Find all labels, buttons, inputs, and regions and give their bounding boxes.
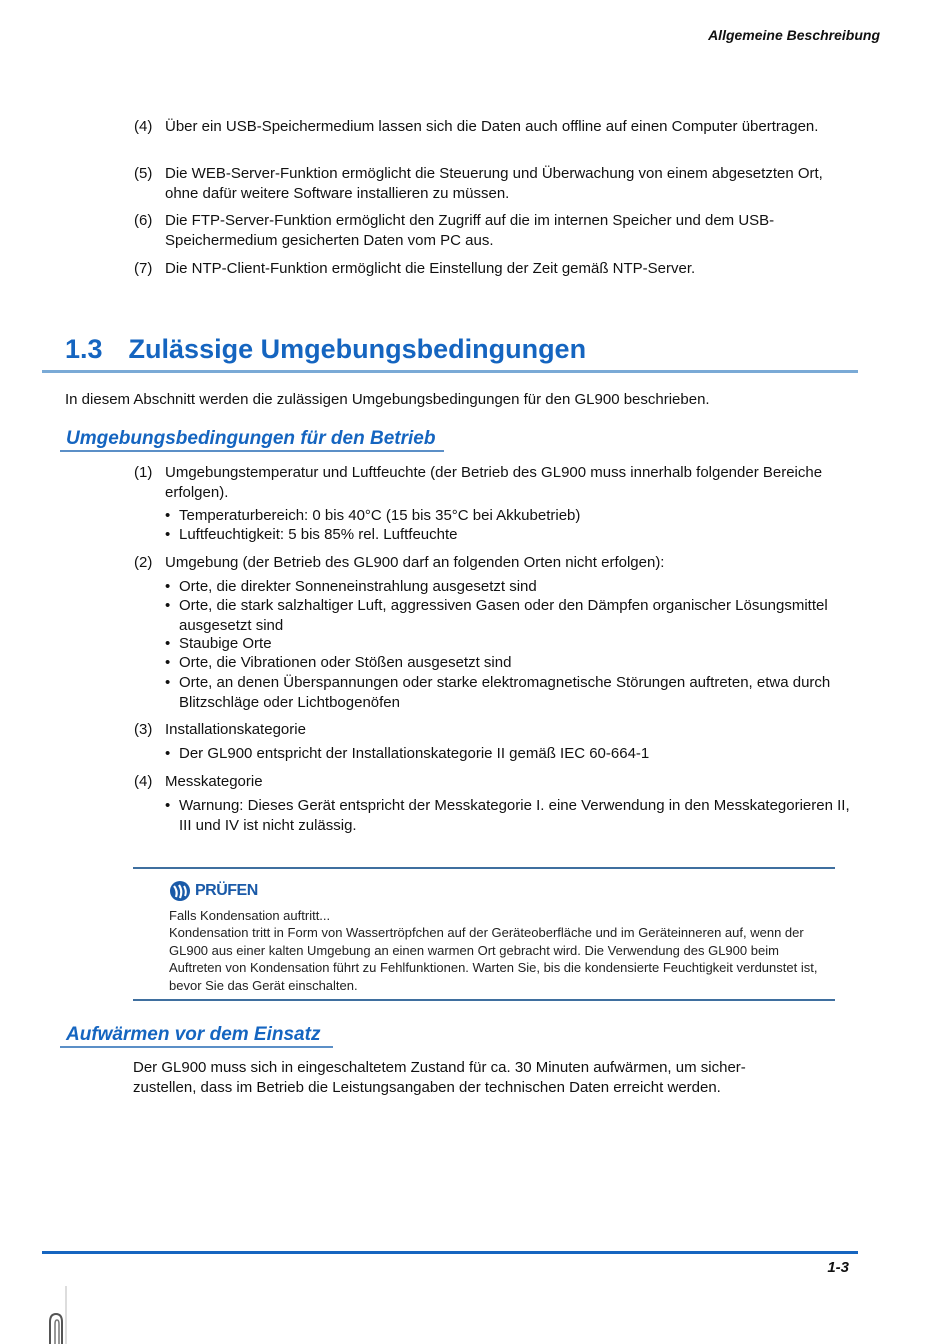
warmup-text: Der GL900 muss sich in eingeschaltetem Zustand für ca. 30 Minuten aufwärmen, um sicher-zustellen, dass im Betrieb die Leistungsangaben der technischen Daten erreicht werden. — [133, 1059, 746, 1096]
feature-item-5 — [134, 164, 854, 203]
subheading-operation: Umgebungsbedingungen für den Betrieb — [66, 428, 436, 449]
bullet-item — [165, 634, 855, 654]
note-label-text: PRÜFEN — [195, 882, 258, 899]
page-number: 1-3 — [827, 1259, 849, 1276]
bullet-dot: • — [165, 797, 171, 814]
footer-rule — [42, 1251, 858, 1254]
note-line-body: Kondensation tritt in Form von Wassertröpfchen auf der Geräteoberfläche und im Geräteinneren auf, wenn der GL900 aus einer kalten Umgebung an einen warmen Ort gebracht wird. Die Verwendung des GL900 beim Auftreten von Kondensation führt zu Fehlfunktionen. Warten Sie, bis die kondensierte Feuchtigkeit verdunstet ist, bevor Sie das Gerät einschalten. — [169, 925, 818, 993]
bullet-item — [165, 673, 855, 712]
item-text: Über ein USB-Speichermedium lassen sich die Daten auch offline auf einen Computer übertragen. — [165, 118, 819, 135]
note-bottom-rule — [133, 999, 835, 1001]
bullet-dot: • — [165, 578, 171, 595]
item-number: (1) — [134, 464, 153, 481]
item-number: (7) — [134, 260, 153, 277]
feature-item-7 — [134, 259, 854, 279]
item-text: Umgebungstemperatur und Luftfeuchte (der Betrieb des GL900 muss innerhalb folgender Bereiche erfolgen). — [165, 464, 823, 501]
section-number: 1.3 — [65, 334, 103, 364]
bullet-item — [165, 506, 855, 526]
bullet-dot: • — [165, 526, 171, 543]
bullet-dot: • — [165, 654, 171, 671]
condition-item-4 — [134, 772, 854, 792]
bullet-text: Warnung: Dieses Gerät entspricht der Messkategorie I. eine Verwendung in den Messkategorieren II, III und IV ist nicht zulässig. — [179, 797, 850, 834]
bullet-item — [165, 577, 855, 597]
bullet-item — [165, 525, 855, 545]
item-text: Die WEB-Server-Funktion ermöglicht die Steuerung und Überwachung von einem abgesetzten Ort, ohne dafür weitere Software installieren zu müssen. — [165, 165, 823, 202]
item-number: (5) — [134, 165, 153, 182]
bullet-text: Luftfeuchtigkeit: 5 bis 85% rel. Luftfeuchte — [179, 526, 458, 543]
bullet-dot: • — [165, 674, 171, 691]
section-title: Zulässige Umgebungsbedingungen — [128, 334, 587, 364]
section-divider — [42, 370, 858, 373]
note-line-title: Falls Kondensation auftritt... — [169, 908, 331, 923]
bullet-item — [165, 796, 855, 835]
item-number: (6) — [134, 212, 153, 229]
bullet-text: Orte, die direkter Sonneneinstrahlung ausgesetzt sind — [179, 578, 537, 595]
item-text: Die NTP-Client-Funktion ermöglicht die Einstellung der Zeit gemäß NTP-Server. — [165, 260, 696, 277]
item-text: Messkategorie — [165, 773, 263, 790]
bullet-text: Der GL900 entspricht der Installationskategorie II gemäß IEC 60-664-1 — [179, 745, 650, 762]
note-body — [169, 907, 829, 994]
item-text: Die FTP-Server-Funktion ermöglicht den Zugriff auf die im internen Speicher und dem USB-Speichermedium gesicherten Daten vom PC aus. — [165, 212, 775, 249]
item-text: Installationskategorie — [165, 721, 306, 738]
item-number: (2) — [134, 554, 153, 571]
paperclip-icon — [44, 1286, 70, 1344]
note-label — [169, 880, 258, 902]
bullet-text: Orte, die Vibrationen oder Stößen ausgesetzt sind — [179, 654, 512, 671]
feature-item-6 — [134, 211, 854, 250]
bullet-item — [165, 653, 855, 673]
note-top-rule — [133, 867, 835, 869]
item-text: Umgebung (der Betrieb des GL900 darf an folgenden Orten nicht erfolgen): — [165, 554, 665, 571]
check-icon — [169, 880, 191, 902]
item-number: (4) — [134, 118, 153, 135]
bullet-dot: • — [165, 597, 171, 614]
running-header: Allgemeine Beschreibung — [708, 27, 880, 43]
bullet-dot: • — [165, 635, 171, 652]
subheading-warmup: Aufwärmen vor dem Einsatz — [66, 1024, 321, 1045]
condition-item-1 — [134, 463, 854, 502]
bullet-text: Orte, an denen Überspannungen oder starke elektromagnetische Störungen auftreten, etwa durch Blitzschläge oder Lichtbogenöfen — [179, 674, 831, 711]
bullet-dot: • — [165, 745, 171, 762]
subheading-underline — [60, 450, 444, 452]
feature-item-4 — [134, 117, 854, 137]
section-heading — [65, 334, 586, 365]
bullet-item — [165, 596, 855, 635]
subheading-underline — [60, 1046, 333, 1048]
bullet-item — [165, 744, 855, 764]
item-number: (4) — [134, 773, 153, 790]
bullet-text: Orte, die stark salzhaltiger Luft, aggressiven Gasen oder den Dämpfen organischer Lösungsmittel ausgesetzt sind — [179, 597, 828, 634]
bullet-text: Temperaturbereich: 0 bis 40°C (15 bis 35°C bei Akkubetrieb) — [179, 507, 581, 524]
bullet-dot: • — [165, 507, 171, 524]
section-intro: In diesem Abschnitt werden die zulässigen Umgebungsbedingungen für den GL900 beschrieben. — [65, 391, 710, 408]
condition-item-2 — [134, 553, 854, 573]
bullet-text: Staubige Orte — [179, 635, 272, 652]
condition-item-3 — [134, 720, 854, 740]
item-number: (3) — [134, 721, 153, 738]
